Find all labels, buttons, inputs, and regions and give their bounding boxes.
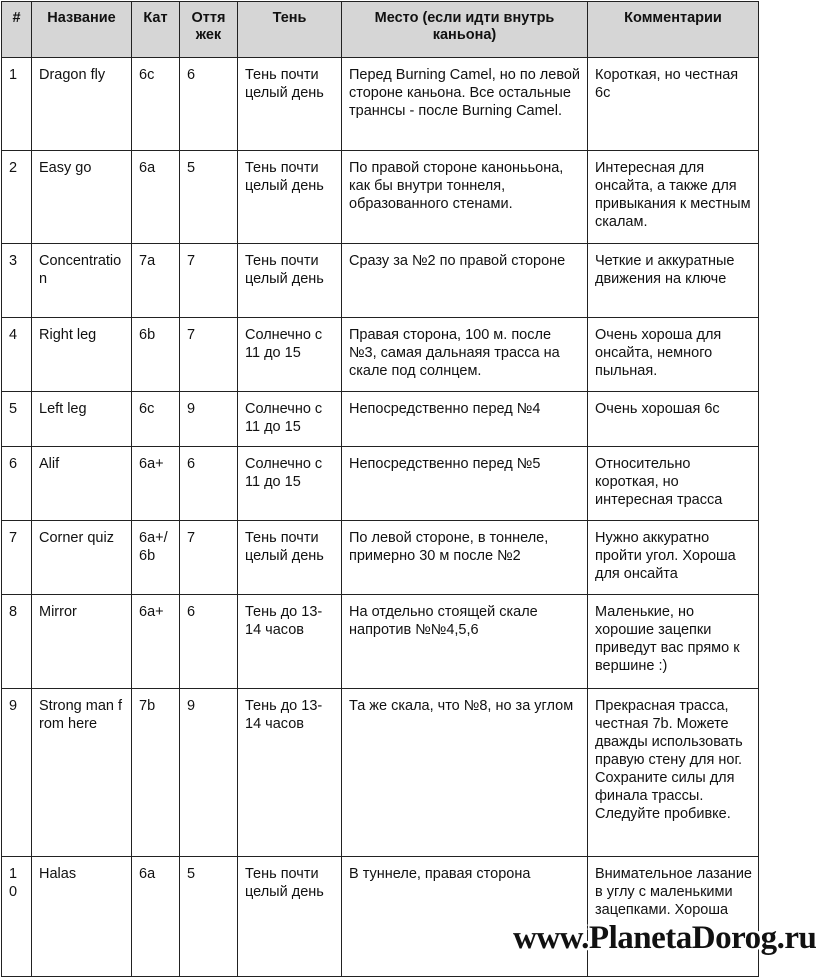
route-shade: Солнечно с 11 до 15 xyxy=(238,318,342,392)
route-name: Left leg xyxy=(32,392,132,447)
route-shade: Тень почти целый день xyxy=(238,521,342,595)
route-name: Concentration xyxy=(32,244,132,318)
route-num: 3 xyxy=(2,244,32,318)
route-name: Mirror xyxy=(32,595,132,689)
route-name: Right leg xyxy=(32,318,132,392)
route-place: В туннеле, правая сторона xyxy=(342,857,588,977)
route-num: 7 xyxy=(2,521,32,595)
route-category: 7a xyxy=(132,244,180,318)
table-row xyxy=(2,447,759,521)
route-category: 6a+ xyxy=(132,447,180,521)
route-comment: Короткая, но честная 6c xyxy=(588,58,759,151)
route-place: Правая сторона, 100 м. после №3, самая дальнаяя трасса на скале под солнцем. xyxy=(342,318,588,392)
route-num: 6 xyxy=(2,447,32,521)
route-category: 6a xyxy=(132,151,180,244)
route-ottyazhek: 5 xyxy=(180,857,238,977)
route-ottyazhek: 9 xyxy=(180,392,238,447)
header-place: Место (если идти внутрь каньона) xyxy=(342,2,588,58)
route-ottyazhek: 7 xyxy=(180,244,238,318)
route-category: 6a+ xyxy=(132,595,180,689)
route-shade: Тень почти целый день xyxy=(238,857,342,977)
header-shade: Тень xyxy=(238,2,342,58)
header-row xyxy=(2,2,759,58)
route-category: 6c xyxy=(132,58,180,151)
route-ottyazhek: 6 xyxy=(180,447,238,521)
table-row xyxy=(2,689,759,857)
route-category: 6c xyxy=(132,392,180,447)
route-shade: Солнечно с 11 до 15 xyxy=(238,392,342,447)
route-num: 8 xyxy=(2,595,32,689)
route-place: Та же скала, что №8, но за углом xyxy=(342,689,588,857)
route-comment: Очень хорошая 6c xyxy=(588,392,759,447)
route-num: 5 xyxy=(2,392,32,447)
route-place: Перед Burning Camel, но по левой стороне каньона. Все остальные траннсы - после Burning Camel. xyxy=(342,58,588,151)
route-comment: Интересная для онсайта, а также для привыкания к местным скалам. xyxy=(588,151,759,244)
route-name: Strong man from here xyxy=(32,689,132,857)
route-shade: Тень почти целый день xyxy=(238,244,342,318)
header-category: Кат xyxy=(132,2,180,58)
route-ottyazhek: 7 xyxy=(180,521,238,595)
route-ottyazhek: 5 xyxy=(180,151,238,244)
route-num: 10 xyxy=(2,857,32,977)
route-name: Easy go xyxy=(32,151,132,244)
table-row xyxy=(2,151,759,244)
table-row xyxy=(2,857,759,977)
route-ottyazhek: 7 xyxy=(180,318,238,392)
routes-table xyxy=(1,1,759,977)
route-category: 6b xyxy=(132,318,180,392)
route-comment: Четкие и аккуратные движения на ключе xyxy=(588,244,759,318)
route-num: 4 xyxy=(2,318,32,392)
route-place: По правой стороне канонььона, как бы внутри тоннеля, образованного стенами. xyxy=(342,151,588,244)
route-ottyazhek: 9 xyxy=(180,689,238,857)
route-num: 2 xyxy=(2,151,32,244)
watermark-logo: www.PlanetaDorog.ru xyxy=(513,920,816,956)
route-comment: Внимательное лазание в углу с маленькими зацепками. Хороша xyxy=(588,857,759,977)
header-num: # xyxy=(2,2,32,58)
route-category: 7b xyxy=(132,689,180,857)
route-place: Непосредственно перед №4 xyxy=(342,392,588,447)
table-row xyxy=(2,318,759,392)
header-comments: Комментарии xyxy=(588,2,759,58)
route-category: 6a+/ 6b xyxy=(132,521,180,595)
route-name: Alif xyxy=(32,447,132,521)
route-name: Halas xyxy=(32,857,132,977)
route-shade: Солнечно с 11 до 15 xyxy=(238,447,342,521)
table-row xyxy=(2,392,759,447)
route-num: 9 xyxy=(2,689,32,857)
route-name: Corner quiz xyxy=(32,521,132,595)
route-place: По левой стороне, в тоннеле, примерно 30 м после №2 xyxy=(342,521,588,595)
route-comment: Нужно аккуратно пройти угол. Хороша для онсайта xyxy=(588,521,759,595)
route-comment: Прекрасная трасса, честная 7b. Можете дважды использовать правую стену для ног. Сохраните силы для финала трассы. Следуйте пробивке. xyxy=(588,689,759,857)
route-place: Сразу за №2 по правой стороне xyxy=(342,244,588,318)
route-num: 1 xyxy=(2,58,32,151)
route-category: 6a xyxy=(132,857,180,977)
route-place: На отдельно стоящей скале напротив №№4,5,6 xyxy=(342,595,588,689)
route-shade: Тень до 13-14 часов xyxy=(238,595,342,689)
route-comment: Очень хороша для онсайта, немного пыльная. xyxy=(588,318,759,392)
route-shade: Тень почти целый день xyxy=(238,151,342,244)
header-name: Название xyxy=(32,2,132,58)
table-row xyxy=(2,58,759,151)
route-shade: Тень почти целый день xyxy=(238,58,342,151)
route-ottyazhek: 6 xyxy=(180,595,238,689)
route-shade: Тень до 13-14 часов xyxy=(238,689,342,857)
route-ottyazhek: 6 xyxy=(180,58,238,151)
route-name: Dragon fly xyxy=(32,58,132,151)
table-row xyxy=(2,244,759,318)
route-comment: Относительно короткая, но интересная трасса xyxy=(588,447,759,521)
route-place: Непосредственно перед №5 xyxy=(342,447,588,521)
route-comment: Маленькие, но хорошие зацепки приведут вас прямо к вершине :) xyxy=(588,595,759,689)
table-row xyxy=(2,521,759,595)
table-row xyxy=(2,595,759,689)
header-ottyazhek: Оття жек xyxy=(180,2,238,58)
